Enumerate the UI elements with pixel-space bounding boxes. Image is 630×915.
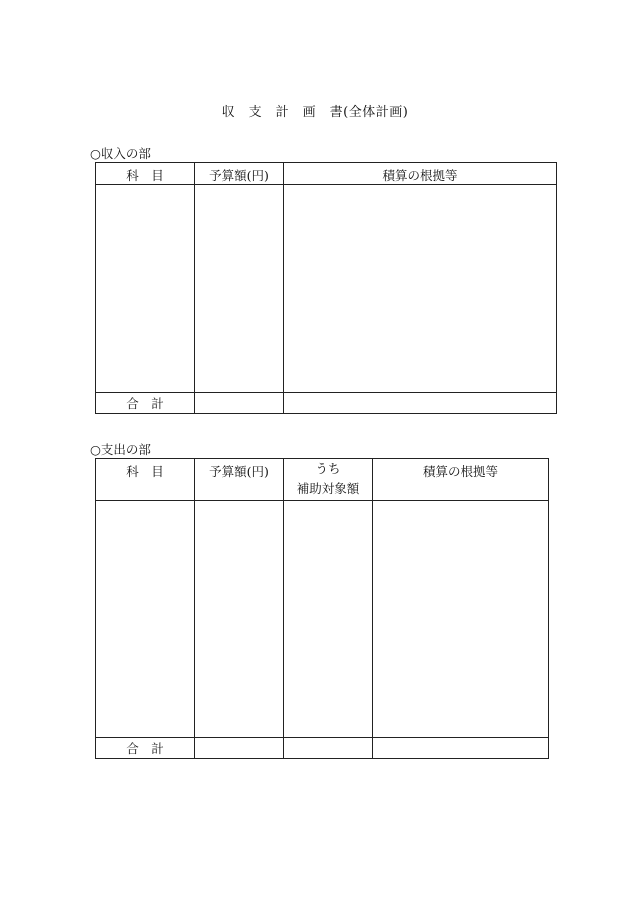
expense-header-subsidy-line2: 補助対象額 bbox=[296, 481, 360, 496]
income-body-row bbox=[96, 185, 557, 393]
expense-table bbox=[95, 458, 549, 759]
expense-total-label: 合 計 bbox=[96, 738, 195, 759]
income-total-basis-cell[interactable] bbox=[284, 393, 557, 414]
expense-section-label: ○支出の部 bbox=[90, 442, 151, 457]
expense-total-basis-cell[interactable] bbox=[373, 738, 549, 759]
income-total-label: 合 計 bbox=[96, 393, 195, 414]
income-total-budget-cell[interactable] bbox=[195, 393, 284, 414]
expense-header-subsidy-line1: うち bbox=[315, 461, 341, 476]
income-budget-cell[interactable] bbox=[195, 185, 284, 393]
document-title: 収 支 計 画 書(全体計画) bbox=[221, 105, 409, 120]
income-header-budget: 予算額(円) bbox=[195, 163, 284, 185]
income-basis-cell[interactable] bbox=[284, 185, 557, 393]
income-table bbox=[95, 162, 557, 414]
expense-total-row bbox=[96, 738, 549, 759]
income-header-item: 科 目 bbox=[96, 163, 195, 185]
income-section-label: ○収入の部 bbox=[90, 146, 151, 161]
income-header-basis: 積算の根拠等 bbox=[284, 163, 557, 185]
expense-total-subsidy-cell[interactable] bbox=[284, 738, 373, 759]
income-item-cell[interactable] bbox=[96, 185, 195, 393]
expense-total-budget-cell[interactable] bbox=[195, 738, 284, 759]
expense-header-budget: 予算額(円) bbox=[195, 459, 284, 501]
expense-basis-cell[interactable] bbox=[373, 501, 549, 738]
expense-header-subsidy bbox=[284, 459, 373, 501]
expense-header-basis: 積算の根拠等 bbox=[373, 459, 549, 501]
expense-header-row bbox=[96, 459, 549, 501]
expense-header-item: 科 目 bbox=[96, 459, 195, 501]
expense-subsidy-cell[interactable] bbox=[284, 501, 373, 738]
expense-body-row bbox=[96, 501, 549, 738]
expense-item-cell[interactable] bbox=[96, 501, 195, 738]
income-header-row bbox=[96, 163, 557, 185]
expense-budget-cell[interactable] bbox=[195, 501, 284, 738]
income-total-row bbox=[96, 393, 557, 414]
